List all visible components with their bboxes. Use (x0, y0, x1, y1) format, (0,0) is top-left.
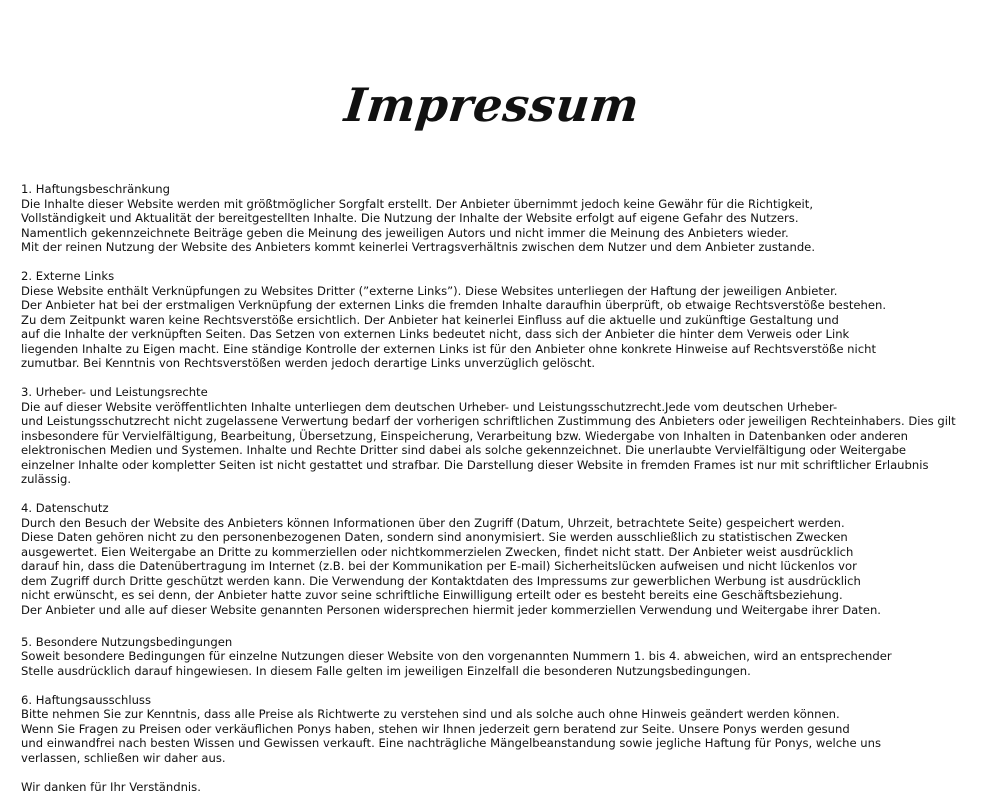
paragraph-line: Die auf dieser Website veröffentlichten Inhalte unterliegen dem deutschen Urheber- und Leistungsschutzrecht.Jede vom deutschen Urheber- (21, 399, 838, 414)
paragraph-line: Der Anbieter hat bei der erstmaligen Verknüpfung der externen Links die fremden Inhalte daraufhin überprüft, ob etwaige Rechtsverstöße bestehen. (21, 298, 887, 312)
paragraph-line: einzelner Inhalte oder kompletter Seiten ist nicht gestattet und strafbar. Die Darstellung dieser Website in fremden Frames ist nur mit schriftlicher Erlaubnis (21, 457, 929, 472)
paragraph-line: dem Zugriff durch Dritte geschützt werden kann. Die Verwendung der Kontaktdaten des Impressums zur gewerblichen Werbung ist ausdrücklich (21, 573, 861, 588)
section-datenschutz (21, 501, 996, 617)
paragraph-line: liegenden Inhalte zu Eigen macht. Eine ständige Kontrolle der externen Links ist für den Anbieter ohne konkrete Hinweise auf Rechtsverstöße nicht (21, 341, 876, 356)
paragraph-line: Der Anbieter und alle auf dieser Website genannten Personen widersprechen hiermit jeder kommerziellen Verwendung und Weitergabe ihrer Daten. (21, 602, 881, 617)
paragraph-line: Vollständigkeit und Aktualität der bereitgestellten Inhalte. Die Nutzung der Inhalte der Website erfolgt auf eigene Gefahr des Nutzers. (21, 211, 799, 225)
paragraph-line: zumutbar. Bei Kenntnis von Rechtsverstößen werden jedoch derartige Links unverzüglich gelöscht. (21, 356, 596, 370)
page-title: Impressum (342, 78, 642, 132)
section-nutzungsbedingungen (21, 635, 996, 679)
paragraph-line: zulässig. (21, 472, 72, 486)
paragraph-line: Namentlich gekennzeichnete Beiträge geben die Meinung des jeweiligen Autors und nicht immer die Meinung des Anbieters wieder. (21, 225, 789, 240)
section-haftungsbeschraenkung (21, 182, 996, 255)
paragraph-line: und einwandfrei nach besten Wissen und Gewissen verkauft. Eine nachträgliche Mängelbeanstandung sowie jegliche Haftung für Ponys, welche uns (21, 736, 881, 750)
section-heading: 4. Datenschutz (21, 501, 109, 515)
paragraph-line: verlassen, schließen wir daher aus. (21, 750, 226, 765)
paragraph-line: nicht erwünscht, es sei denn, der Anbieter hatte zuvor seine schriftliche Einwilligung erteilt oder es besteht bereits eine Geschäftsbeziehung. (21, 588, 843, 602)
closing-note: Wir danken für Ihr Verständnis. (21, 779, 201, 794)
paragraph-line: darauf hin, dass die Datenübertragung im Internet (z.B. bei der Kommunikation per E-mail) Sicherheitslücken aufweisen und nicht lückenlos vor (21, 559, 857, 573)
paragraph-line: Mit der reinen Nutzung der Website des Anbieters kommt keinerlei Vertragsverhältnis zwischen dem Nutzer und dem Anbieter zustande. (21, 240, 816, 254)
paragraph-line: Die Inhalte dieser Website werden mit größtmöglicher Sorgfalt erstellt. Der Anbieter übernimmt jedoch keine Gewähr für die Richtigkeit, (21, 196, 814, 211)
paragraph-line: insbesondere für Vervielfältigung, Bearbeitung, Übersetzung, Einspeicherung, Verarbeitung bzw. Wiedergabe von Inhalten in Datenbanken oder anderen (21, 428, 908, 443)
section-heading: 1. Haftungsbeschränkung (21, 182, 170, 196)
paragraph-line: Zu dem Zeitpunkt waren keine Rechtsverstöße ersichtlich. Der Anbieter hat keinerlei Einfluss auf die aktuelle und zukünftige Gestaltung und (21, 312, 839, 327)
section-heading: 3. Urheber- und Leistungsrechte (21, 385, 208, 399)
paragraph-line: ausgewertet. Eien Weitergabe an Dritte zu kommerziellen oder nichtkommerzielen Zwecken, findet nicht statt. Der Anbieter weist ausdrücklich (21, 544, 854, 559)
paragraph-line: Soweit besondere Bedingungen für einzelne Nutzungen dieser Website von den vorgenannten Nummern 1. bis 4. abweichen, wird an entsprechender (21, 649, 892, 663)
section-heading: 5. Besondere Nutzungsbedingungen (21, 634, 233, 649)
paragraph-line: Stelle ausdrücklich darauf hingewiesen. In diesem Falle gelten im jeweiligen Einzelfall die besonderen Nutzungsbedingungen. (21, 663, 751, 678)
section-heading: 6. Haftungsausschluss (21, 692, 151, 707)
section-heading: 2. Externe Links (21, 269, 115, 283)
legal-content (21, 182, 996, 794)
section-urheberrechte (21, 385, 996, 487)
paragraph-line: Wenn Sie Fragen zu Preisen oder verkäuflichen Ponys haben, stehen wir Ihnen jederzeit gern beratend zur Seite. Unsere Ponys werden gesund (21, 721, 850, 736)
paragraph-line: Diese Website enthält Verknüpfungen zu Websites Dritter (”externe Links”). Diese Websites unterliegen der Haftung der jeweiligen Anbieter. (21, 283, 838, 298)
paragraph-line: Bitte nehmen Sie zur Kenntnis, dass alle Preise als Richtwerte zu verstehen sind und als solche auch ohne Hinweis geändert werden können. (21, 707, 840, 721)
paragraph-line: elektronischen Medien und Systemen. Inhalte und Rechte Dritter sind dabei als solche gekennzeichnet. Die unerlaubte Vervielfältigung oder Weitergabe (21, 443, 907, 457)
paragraph-line: Durch den Besuch der Website des Anbieters können Informationen über den Zugriff (Datum, Uhrzeit, betrachtete Seite) gespeichert werden. (21, 515, 845, 530)
paragraph-line: und Leistungsschutzrecht nicht zugelassene Verwertung bedarf der vorherigen schriftlichen Zustimmung des Anbieters oder jeweiligen Rechteinhabers. Dies gilt (21, 414, 956, 428)
section-externe-links (21, 269, 996, 371)
paragraph-line: Diese Daten gehören nicht zu den personenbezogenen Daten, sondern sind anonymisiert. Sie werden ausschließlich zu statistischen Zwecken (21, 530, 848, 544)
paragraph-line: auf die Inhalte der verknüpften Seiten. Das Setzen von externen Links bedeutet nicht, dass sich der Anbieter die hinter dem Verweis oder Link (21, 327, 850, 341)
section-haftungsausschluss (21, 693, 996, 766)
